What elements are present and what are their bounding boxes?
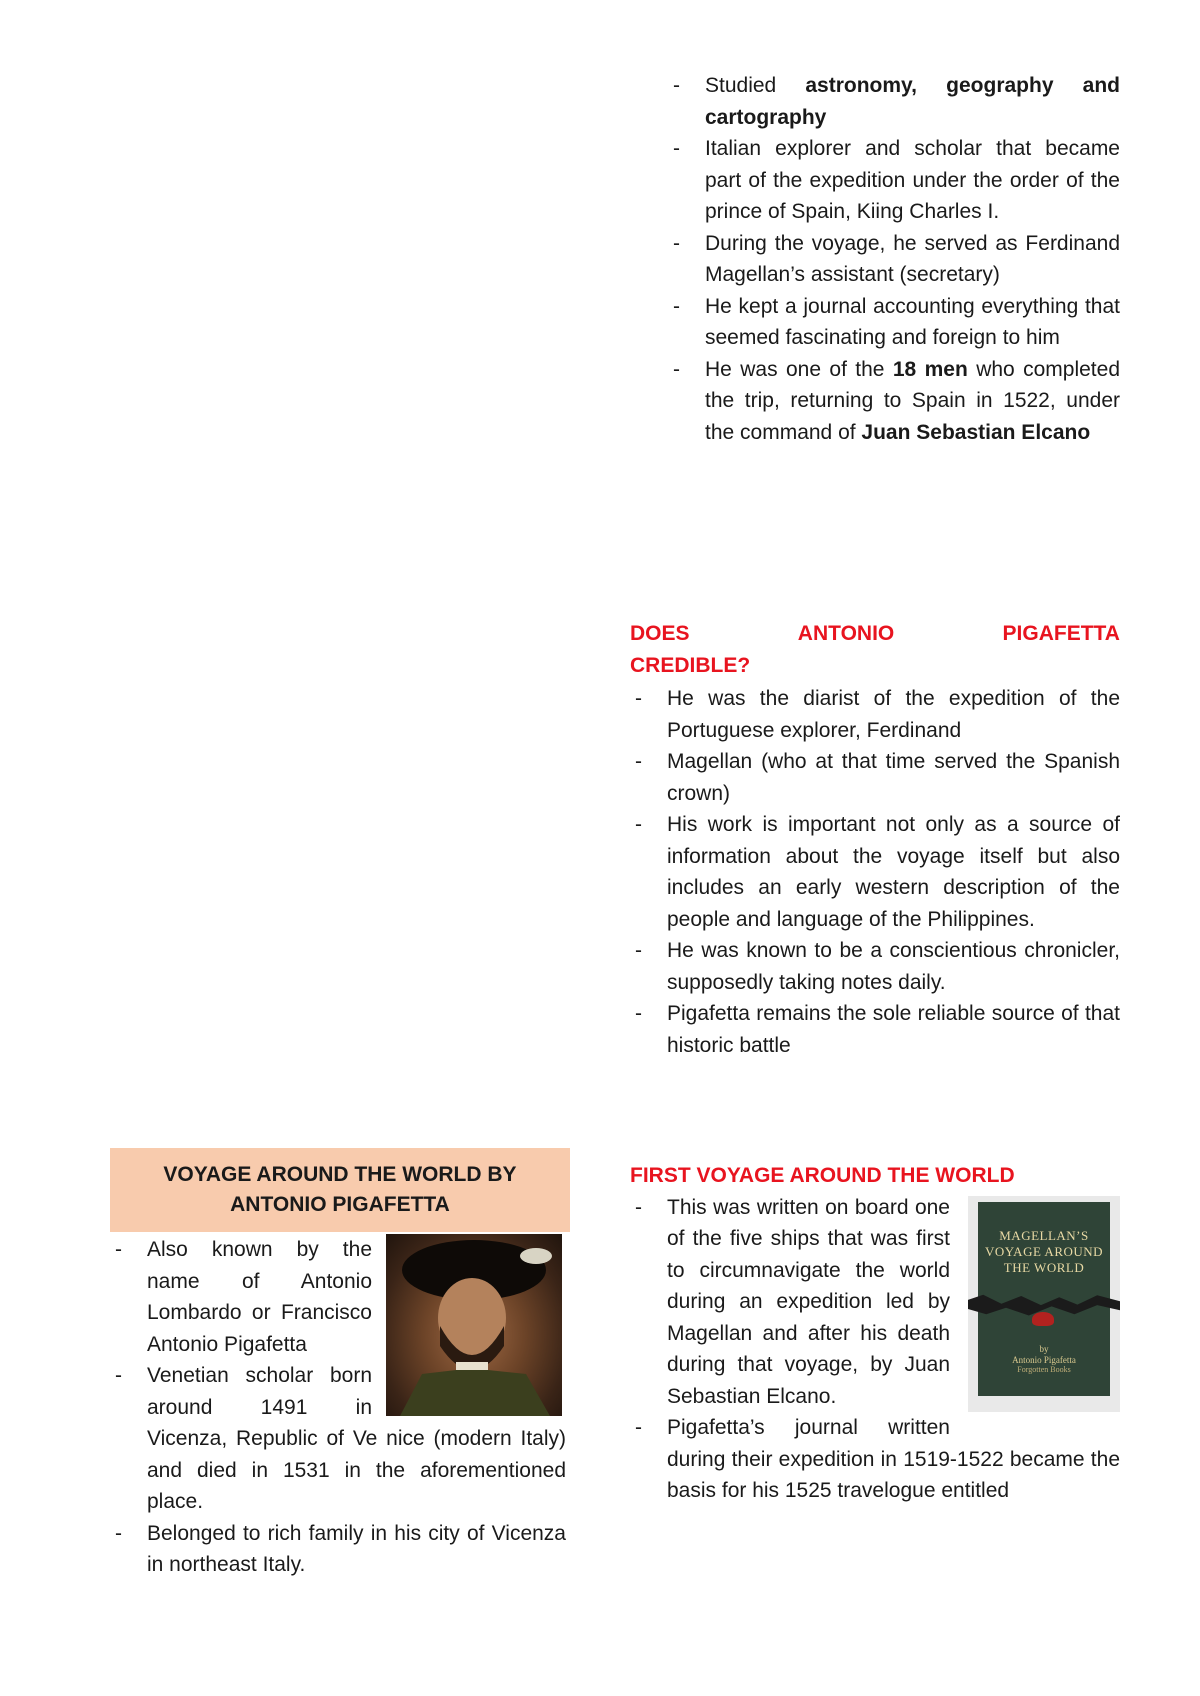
credibility-list: [630, 683, 1120, 1061]
list-item: - He was known to be a conscientious chronicler, supposedly taking notes daily.: [630, 935, 1120, 998]
voyage-list: [110, 1234, 566, 1581]
list-item: - This was written on board one of the five ships that was first to circumnavigate the world during an expedition led by Magellan and after his death during that voyage, by Juan Sebastian Elcano.: [630, 1192, 1120, 1413]
book-author: by Antonio Pigafetta: [1012, 1343, 1076, 1365]
credibility-section: [630, 618, 1120, 1061]
voyage-section: [110, 1234, 566, 1581]
list-item: - He was the diarist of the expedition of the Portuguese explorer, Ferdinand: [630, 683, 1120, 746]
voyage-banner: VOYAGE AROUND THE WORLD BY ANTONIO PIGAFETTA: [110, 1148, 570, 1232]
list-item: - Studied astronomy, geography and cartography: [668, 70, 1120, 133]
list-item: - His work is important not only as a source of information about the voyage itself but also includes an early western description of the people and language of the Philippines.: [630, 809, 1120, 935]
list-item: - Pigafetta remains the sole reliable source of that historic battle: [630, 998, 1120, 1061]
list-item: - Belonged to rich family in his city of Vicenza in northeast Italy.: [110, 1518, 566, 1581]
list-item: - Also known by the name of Antonio Lombardo or Francisco Antonio Pigafetta: [110, 1234, 566, 1360]
first-voyage-section: [630, 1160, 1120, 1507]
list-item: - Magellan (who at that time served the Spanish crown): [630, 746, 1120, 809]
list-item: - During the voyage, he served as Ferdinand Magellan’s assistant (secretary): [668, 228, 1120, 291]
list-item: - Italian explorer and scholar that became part of the expedition under the order of the prince of Spain, Kiing Charles I.: [668, 133, 1120, 228]
list-item: - He was one of the 18 men who completed the trip, returning to Spain in 1522, under the command of Juan Sebastian Elcano: [668, 354, 1120, 449]
credibility-heading: DOES ANTONIO PIGAFETTA: [630, 622, 1120, 645]
bio-list: [668, 70, 1120, 448]
list-item: - Venetian scholar born around 1491 in Vicenza, Republic of Ve nice (modern Italy) and died in 1531 in the aforementioned place.: [110, 1360, 566, 1518]
book-publisher: Forgotten Books: [1017, 1365, 1071, 1374]
list-item: - Pigafetta’s journal written during their expedition in 1519-1522 became the basis for his 1525 travelogue entitled: [630, 1412, 1120, 1507]
first-voyage-heading: FIRST VOYAGE AROUND THE WORLD: [630, 1164, 1015, 1187]
first-voyage-list: [630, 1192, 1120, 1507]
book-title: MAGELLAN’S VOYAGE AROUND THE WORLD: [984, 1227, 1104, 1275]
credibility-heading-line2: CREDIBLE?: [630, 653, 751, 677]
bio-list-section: [668, 70, 1120, 448]
list-item: - He kept a journal accounting everything that seemed fascinating and foreign to him: [668, 291, 1120, 354]
